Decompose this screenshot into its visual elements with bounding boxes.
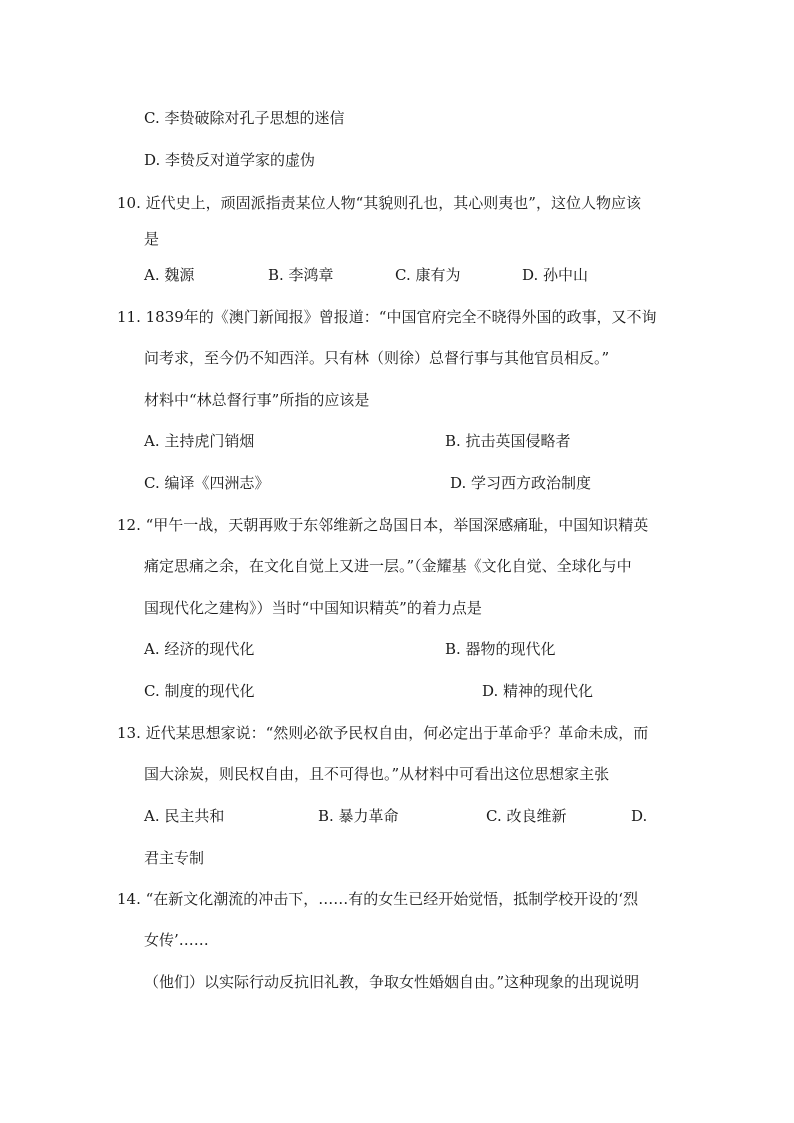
q9-option-c: C. 李贽破除对孔子思想的迷信 bbox=[144, 109, 345, 127]
q11-option-a: A. 主持虎门销烟 bbox=[144, 432, 255, 450]
q10-option-c: C. 康有为 bbox=[395, 266, 461, 284]
q12-stem-line-3: 国现代化之建构》）当时“中国知识精英”的着力点是 bbox=[144, 599, 482, 617]
q13-option-d: D. bbox=[631, 807, 648, 825]
q14-stem-line-1: 14. “在新文化潮流的冲击下，……有的女生已经开始觉悟，抵制学校开设的‘烈 bbox=[117, 890, 639, 908]
q14-stem-line-2: 女传’…… bbox=[144, 931, 209, 949]
q10-option-d: D. 孙中山 bbox=[522, 266, 589, 284]
q10-option-b: B. 李鸿章 bbox=[268, 266, 334, 284]
q12-option-b: B. 器物的现代化 bbox=[445, 640, 556, 658]
q11-option-b: B. 抗击英国侵略者 bbox=[445, 432, 571, 450]
q12-option-c: C. 制度的现代化 bbox=[144, 682, 255, 700]
q10-stem-line-1: 10. 近代史上，顽固派指责某位人物“其貌则孔也，其心则夷也”，这位人物应该 bbox=[117, 194, 641, 212]
q13-stem-line-1: 13. 近代某思想家说：“然则必欲予民权自由，何必定出于革命乎？革命未成，而 bbox=[117, 724, 649, 742]
q13-option-d-continued: 君主专制 bbox=[144, 849, 205, 867]
q11-option-c: C. 编译《四洲志》 bbox=[144, 474, 270, 492]
q12-option-a: A. 经济的现代化 bbox=[144, 640, 255, 658]
q11-stem-line-3: 材料中“林总督行事”所指的应该是 bbox=[144, 391, 370, 409]
q12-stem-line-2: 痛定思痛之余，在文化自觉上又进一层。”（金耀基《文化自觉、全球化与中 bbox=[144, 557, 632, 575]
q11-stem-line-1: 11. 1839年的《澳门新闻报》曾报道：“中国官府完全不晓得外国的政事，又不询 bbox=[117, 308, 657, 326]
q12-stem-line-1: 12. “甲午一战，天朝再败于东邻维新之岛国日本，举国深感痛耻，中国知识精英 bbox=[117, 516, 649, 534]
q10-stem-line-2: 是 bbox=[144, 230, 160, 248]
q9-option-d: D. 李贽反对道学家的虚伪 bbox=[144, 151, 316, 169]
q13-stem-line-2: 国大涂炭，则民权自由，且不可得也。”从材料中可看出这位思想家主张 bbox=[144, 765, 610, 783]
q14-stem-line-3: （他们）以实际行动反抗旧礼教，争取女性婚姻自由。”这种现象的出现说明 bbox=[144, 973, 640, 991]
q13-option-b: B. 暴力革命 bbox=[318, 807, 399, 825]
q13-option-c: C. 改良维新 bbox=[486, 807, 567, 825]
q11-stem-line-2: 问考求，至今仍不知西洋。只有林（则徐）总督行事与其他官员相反。” bbox=[144, 349, 610, 367]
q11-option-d: D. 学习西方政治制度 bbox=[450, 474, 592, 492]
q10-option-a: A. 魏源 bbox=[144, 266, 195, 284]
q12-option-d: D. 精神的现代化 bbox=[482, 682, 594, 700]
q13-option-a: A. 民主共和 bbox=[144, 807, 225, 825]
